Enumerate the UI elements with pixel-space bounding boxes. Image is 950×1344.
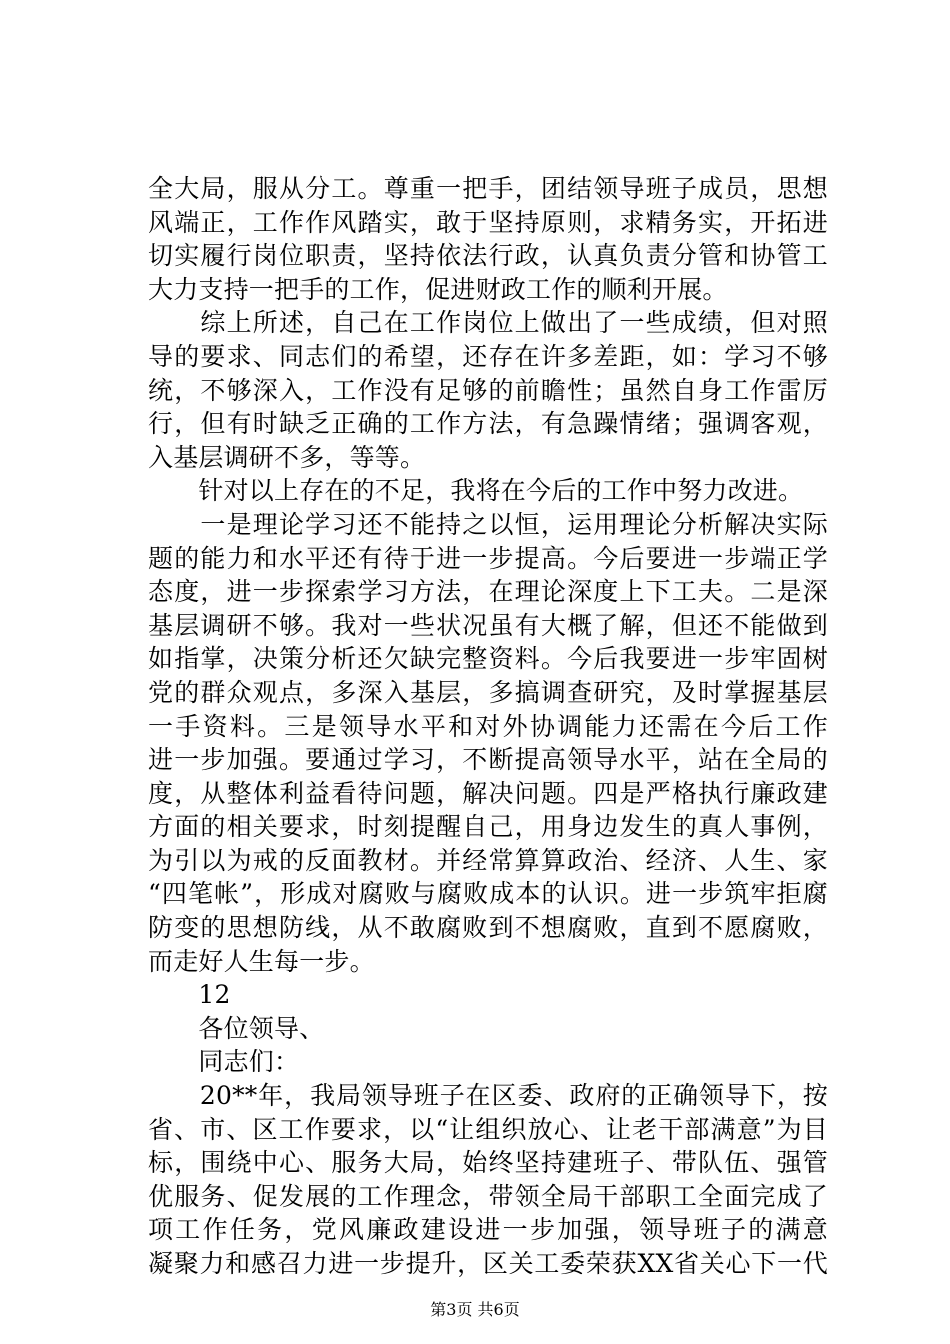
text-line: 各位领导、 bbox=[148, 1013, 325, 1043]
text-line: 题的能力和水平还有待于进一步提高。今后要进一步端正学 bbox=[148, 543, 828, 573]
text-line: 同志们： bbox=[148, 1047, 300, 1077]
text-line: 大力支持一把手的工作，促进财政工作的顺利开展。 bbox=[148, 274, 728, 304]
text-line: 项工作任务，党风廉政建设进一步加强，领导班子的满意 bbox=[148, 1215, 828, 1245]
text-line: 如指掌，决策分析还欠缺完整资料。今后我要进一步牢固树 bbox=[148, 644, 828, 674]
text-line: 一手资料。三是领导水平和对外协调能力还需在今后工作 bbox=[148, 711, 828, 741]
text-line: 入基层调研不多，等等。 bbox=[148, 442, 426, 472]
text-line: 行，但有时缺乏正确的工作方法，有急躁情绪；强调客观， bbox=[148, 409, 828, 439]
text-line: 为引以为戒的反面教材。并经常算算政治、经济、人生、家 bbox=[148, 845, 828, 875]
text-line: 而走好人生每一步。 bbox=[148, 946, 375, 976]
text-line: 凝聚力和感召力进一步提升，区关工委荣获XX省关心下一代 bbox=[148, 1249, 828, 1278]
text-line: 态度，进一步探索学习方法，在理论深度上下工夫。二是深 bbox=[148, 577, 828, 607]
text-line: 针对以上存在的不足，我将在今后的工作中努力改进。 bbox=[148, 476, 804, 506]
text-line: 方面的相关要求，时刻提醒自己，用身边发生的真人事例， bbox=[148, 812, 828, 842]
text-line: “四笔帐”，形成对腐败与腐败成本的认识。进一步筑牢拒腐 bbox=[148, 879, 828, 909]
text-line: 风端正，工作作风踏实，敢于坚持原则，求精务实，开拓进 bbox=[148, 207, 828, 237]
text-line: 基层调研不够。我对一些状况虽有大概了解，但还不能做到 bbox=[148, 610, 828, 640]
text-line: 优服务、促发展的工作理念，带领全局干部职工全面完成了 bbox=[148, 1181, 828, 1211]
text-line: 12 bbox=[148, 980, 231, 1010]
text-line: 切实履行岗位职责，坚持依法行政，认真负责分管和协管工 bbox=[148, 241, 828, 271]
text-line: 进一步加强。要通过学习，不断提高领导水平，站在全局的 bbox=[148, 745, 828, 775]
text-line: 综上所述，自己在工作岗位上做出了一些成绩，但对照 bbox=[200, 308, 828, 338]
text-line: 党的群众观点，多深入基层，多搞调查研究，及时掌握基层 bbox=[148, 677, 828, 707]
body-text bbox=[148, 172, 828, 1281]
text-line: 20**年，我局领导班子在区委、政府的正确领导下，按 bbox=[199, 1081, 828, 1111]
text-line: 度，从整体利益看待问题，解决问题。四是严格执行廉政建 bbox=[148, 778, 828, 808]
text-line: 一是理论学习还不能持之以恒，运用理论分析解决实际 bbox=[200, 509, 828, 539]
text-line: 标，围绕中心、服务大局，始终坚持建班子、带队伍、强管 bbox=[148, 1148, 828, 1178]
text-line: 全大局，服从分工。尊重一把手，团结领导班子成员，思想 bbox=[148, 174, 828, 203]
text-line: 统，不够深入，工作没有足够的前瞻性；虽然自身工作雷厉 bbox=[148, 375, 828, 405]
text-line: 省、市、区工作要求，以“让组织放心、让老干部满意”为目 bbox=[148, 1114, 828, 1144]
page-footer: 第3页 共6页 bbox=[430, 1300, 520, 1319]
text-line: 防变的思想防线，从不敢腐败到不想腐败，直到不愿腐败， bbox=[148, 913, 828, 943]
text-line: 导的要求、同志们的希望，还存在许多差距，如：学习不够 bbox=[148, 341, 828, 371]
